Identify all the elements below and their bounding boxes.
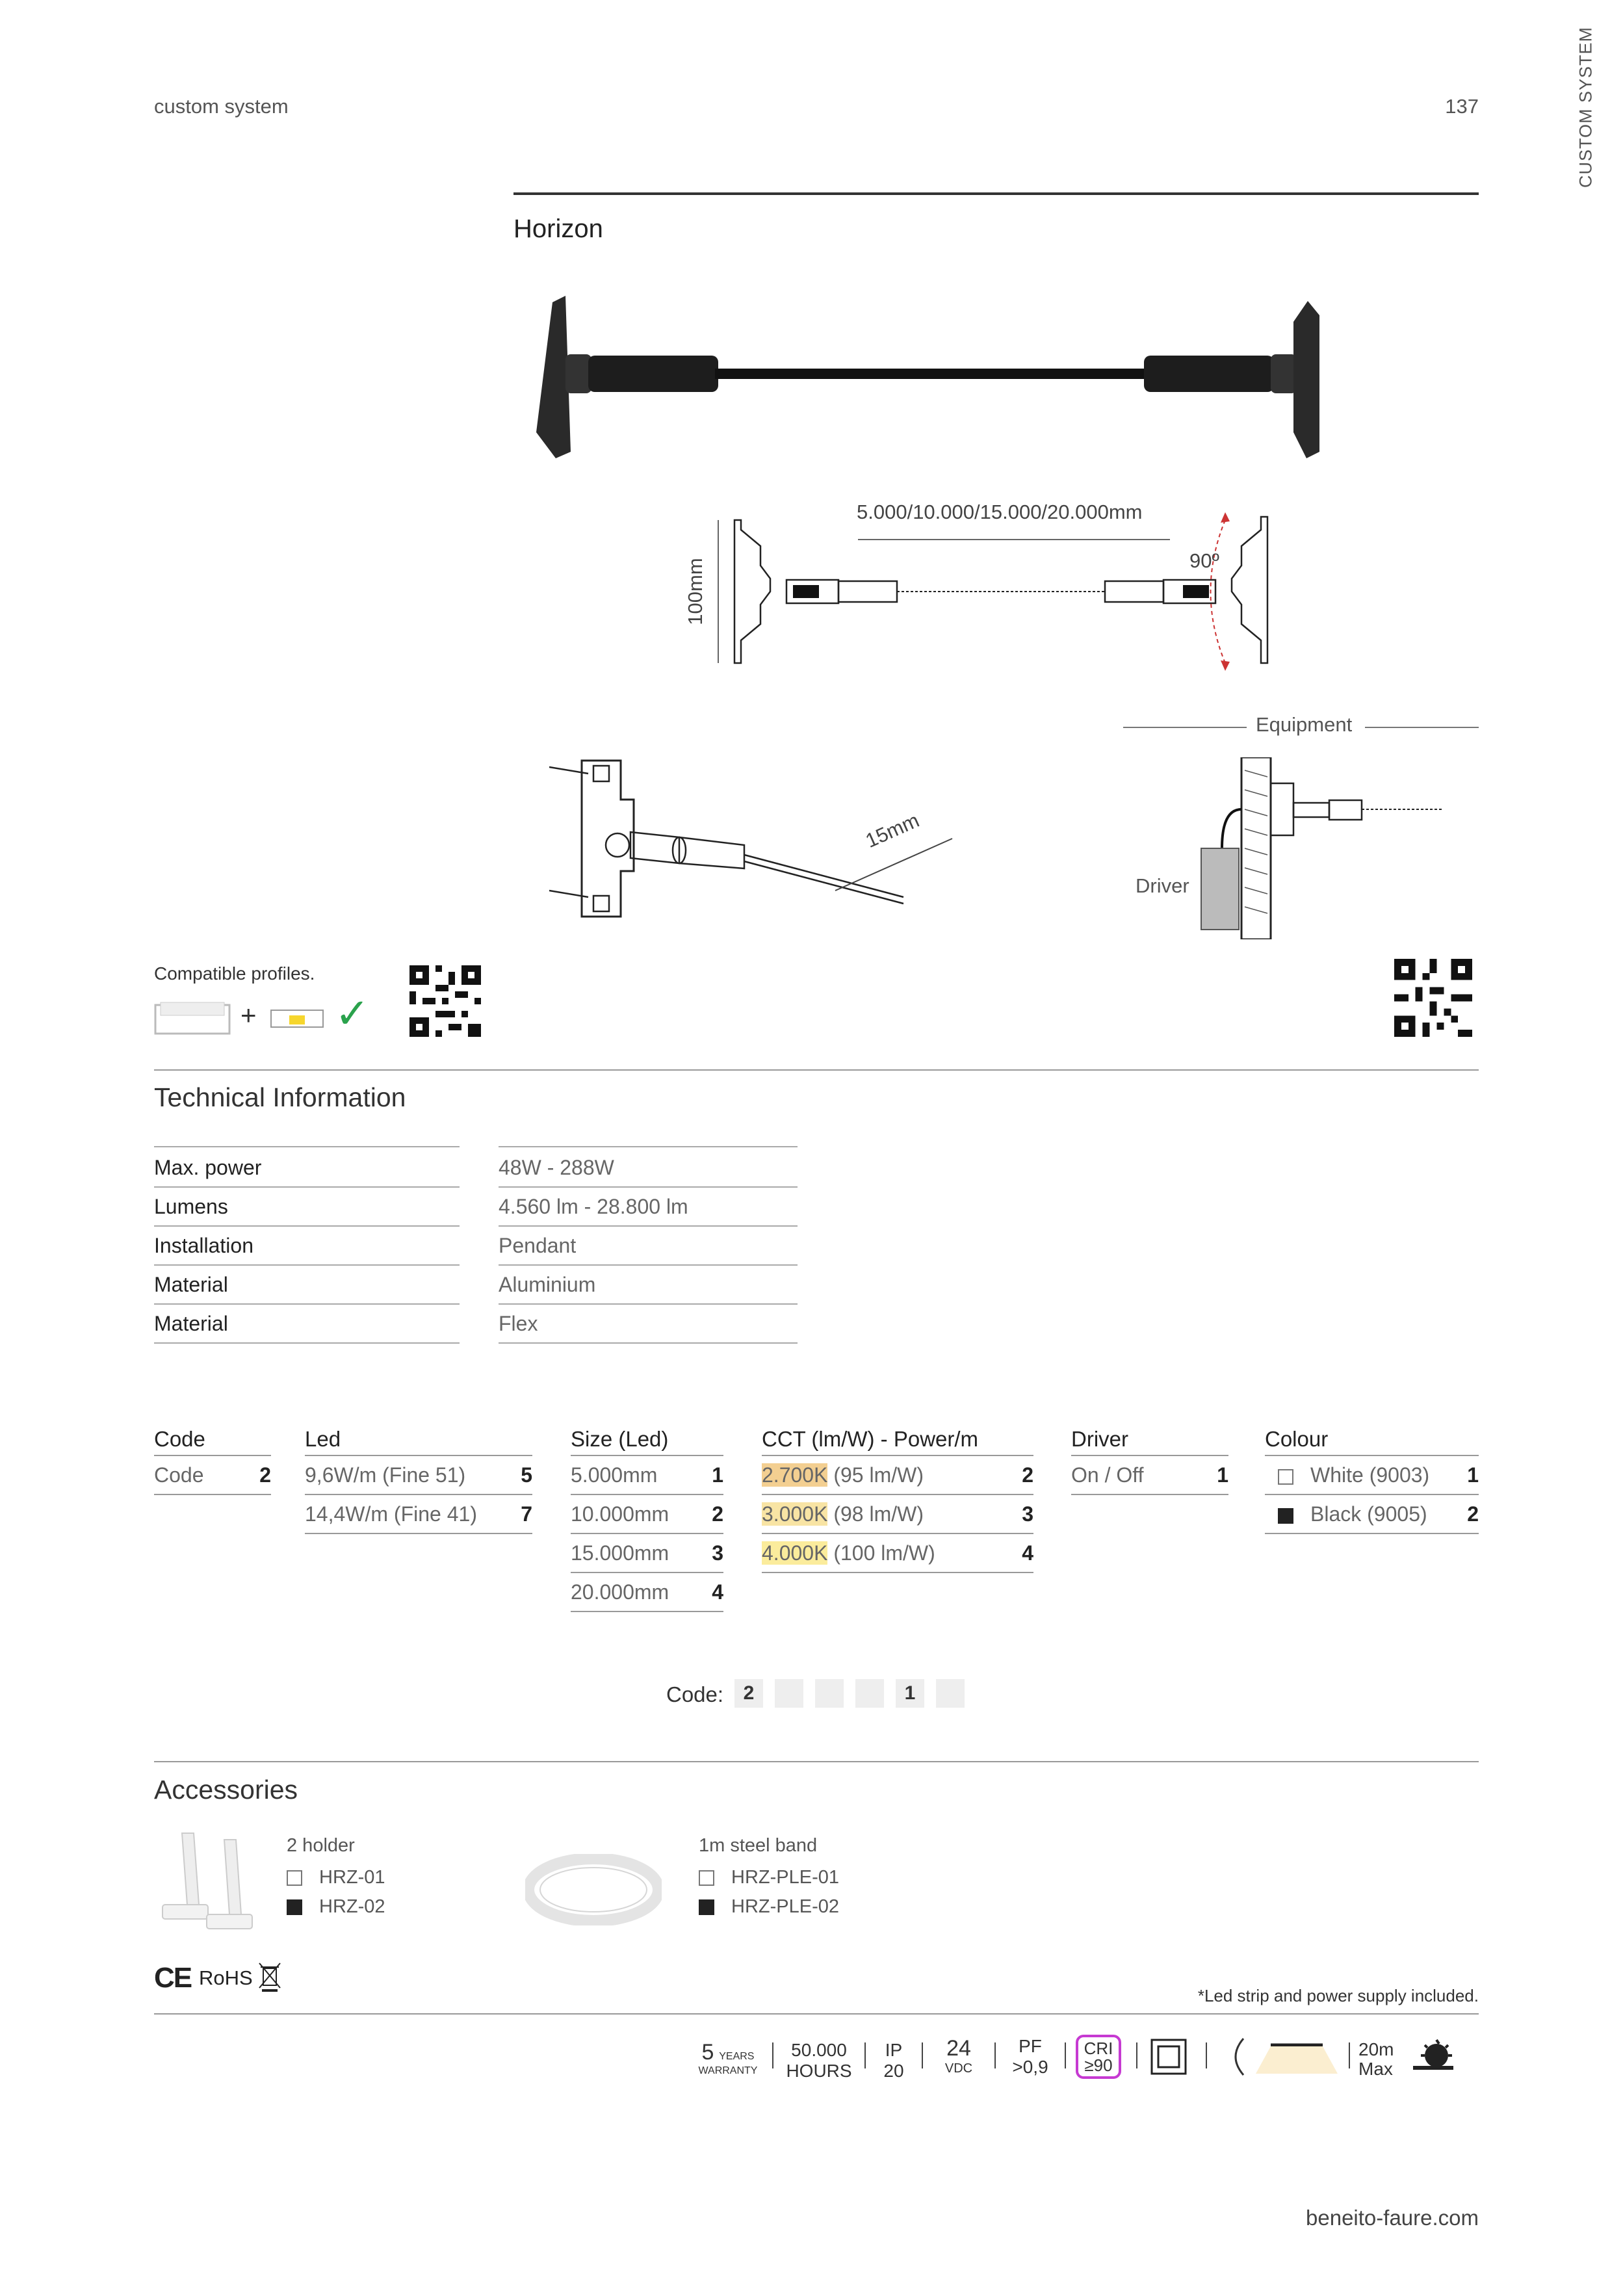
dimmable-icon [1225, 2036, 1249, 2078]
product-title: Horizon [513, 215, 603, 243]
saw-bar [1413, 2066, 1453, 2070]
config-cell-label: Black (9005) [1310, 1502, 1427, 1526]
config-cell-num: 1 [712, 1463, 723, 1487]
led-strip-icon [270, 1008, 324, 1030]
hours-label: HOURS [786, 2061, 852, 2081]
config-cell[interactable] [762, 1456, 1033, 1495]
ip-label: IP [885, 2040, 903, 2060]
right-clip [1105, 581, 1163, 602]
config-cell-label: On / Off [1071, 1463, 1144, 1487]
left-bracket [734, 520, 770, 663]
light-beam-icon [1254, 2042, 1339, 2075]
vdc-label: VDC [944, 2061, 973, 2076]
steel-band-image [525, 1854, 662, 1925]
tech-label: Lumens [154, 1188, 460, 1227]
holder-arm-right [224, 1840, 241, 1914]
band-name: 1m steel band [699, 1835, 818, 1856]
code-builder-label: Code: [666, 1682, 724, 1706]
accessory-option[interactable] [287, 1896, 385, 1918]
config-cell[interactable] [305, 1495, 532, 1534]
accessory-option[interactable] [699, 1896, 839, 1918]
technical-title: Technical Information [154, 1082, 406, 1112]
icon-separator [1065, 2042, 1066, 2068]
included-note: *Led strip and power supply included. [1197, 1986, 1479, 2005]
config-cell[interactable] [154, 1456, 271, 1495]
config-cell-num: 5 [521, 1463, 532, 1487]
accessories-title: Accessories [154, 1775, 298, 1805]
vdc-num: 24 [946, 2036, 971, 2061]
website[interactable]: beneito-faure.com [1306, 2206, 1479, 2230]
class-inner [1158, 2046, 1179, 2067]
tech-value: 4.560 lm - 28.800 lm [499, 1188, 798, 1227]
plug [1293, 803, 1329, 817]
plug-clip [1329, 800, 1362, 820]
accessory-option-label: HRZ-01 [319, 1867, 385, 1888]
config-cell-label: (98 lm/W) [827, 1502, 924, 1526]
ceiling-mount [1271, 783, 1293, 835]
led-chip [289, 1015, 305, 1024]
icon-separator [1136, 2042, 1137, 2068]
compatible-label: Compatible profiles. [154, 963, 315, 984]
checked-box-icon [287, 1899, 302, 1915]
dimension-drawing [676, 501, 1319, 683]
ce-mark: CE [154, 1962, 192, 1994]
ip-icon [874, 2040, 913, 2081]
accessory-option[interactable] [699, 1867, 839, 1888]
qr-code-left[interactable] [409, 965, 481, 1037]
code-box[interactable] [775, 1679, 803, 1708]
ip-value: 20 [883, 2061, 904, 2081]
hours-num: 50.000 [791, 2040, 847, 2060]
saw-blade [1425, 2044, 1448, 2067]
plus-sign: + [240, 1000, 257, 1030]
dimmable-arc [1236, 2039, 1243, 2075]
vdc-icon [933, 2036, 985, 2076]
config-cell[interactable] [762, 1534, 1033, 1573]
left-plug-core [793, 585, 819, 598]
icon-separator [1349, 2042, 1350, 2068]
code-box[interactable] [855, 1679, 884, 1708]
config-cell-label: White (9003) [1310, 1463, 1430, 1487]
unchecked-box-icon [287, 1870, 302, 1886]
tech-top-rule-left [154, 1146, 460, 1147]
weee-bin-icon [257, 1962, 283, 1993]
cri-label: CRI [1084, 2039, 1113, 2058]
holder-base-left [162, 1905, 208, 1919]
cct-value-highlight: 2.700K [762, 1463, 828, 1487]
black-swatch-icon [1278, 1508, 1293, 1524]
hours-icon [783, 2040, 855, 2081]
config-cell-label: 9,6W/m (Fine 51) [305, 1463, 466, 1487]
class-ii-icon [1150, 2039, 1187, 2075]
ceiling-hatch [1245, 770, 1267, 913]
tech-value: Flex [499, 1305, 798, 1344]
angle-label: 90º [1189, 549, 1219, 572]
right-joint [1271, 354, 1297, 393]
length-label: 5.000/10.000/15.000/20.000mm [857, 501, 1143, 523]
config-cell-num: 4 [712, 1580, 723, 1604]
code-box[interactable]: 1 [896, 1679, 924, 1708]
pf-label: PF [1019, 2036, 1042, 2056]
tech-label: Max. power [154, 1149, 460, 1188]
holder-name: 2 holder [287, 1835, 355, 1856]
config-cell[interactable] [1071, 1456, 1228, 1495]
saw-cut-icon [1410, 2036, 1456, 2078]
title-rule [513, 192, 1479, 195]
config-cell-label: 14,4W/m (Fine 41) [305, 1502, 477, 1526]
page-number: 137 [1445, 95, 1479, 118]
right-plug-core [1183, 585, 1209, 598]
config-head-led: Led [305, 1424, 532, 1456]
tech-label: Material [154, 1266, 460, 1305]
code-box[interactable]: 2 [734, 1679, 763, 1708]
left-connector [588, 356, 718, 392]
driver-box [1201, 848, 1239, 930]
code-box[interactable] [936, 1679, 965, 1708]
section-name: custom system [154, 95, 289, 118]
config-cell[interactable] [571, 1456, 723, 1495]
rod [715, 369, 1144, 379]
config-cell[interactable] [571, 1534, 723, 1573]
rohs-mark: RoHS [199, 1966, 253, 1989]
check-icon: ✓ [335, 990, 370, 1037]
icon-separator [1206, 2042, 1207, 2068]
cable-label: 15mm [862, 809, 923, 853]
icon-separator [864, 2042, 866, 2068]
config-cell-num: 3 [1022, 1502, 1033, 1526]
right-bracket [1232, 517, 1267, 663]
cable-wire-top [744, 855, 903, 897]
config-cell-num: 2 [1022, 1463, 1033, 1487]
connector-screw [606, 833, 629, 857]
white-swatch-icon [1278, 1469, 1293, 1485]
holder-base-right [207, 1914, 252, 1929]
connector-slot-top [593, 766, 609, 781]
equipment-label: Equipment [1256, 713, 1353, 736]
cct-value-highlight: 3.000K [762, 1502, 828, 1526]
right-mount [1293, 301, 1319, 458]
icon-separator [994, 2042, 996, 2068]
rotation-arc [1211, 520, 1226, 663]
equipment-rule-left [1123, 727, 1247, 728]
config-cell-num: 4 [1022, 1541, 1033, 1565]
config-cell-num: 2 [712, 1502, 723, 1526]
tech-value: 48W - 288W [499, 1149, 798, 1188]
driver-drawing [1189, 757, 1475, 939]
driver-label: Driver [1136, 874, 1189, 897]
tech-value: Aluminium [499, 1266, 798, 1305]
config-cell-label: 20.000mm [571, 1580, 669, 1604]
height-label-box [656, 558, 734, 625]
warranty-unit: YEARS [719, 2051, 755, 2062]
icon-separator [922, 2042, 923, 2068]
pf-icon [1004, 2036, 1056, 2078]
tech-value: Pendant [499, 1227, 798, 1266]
config-cell-label: (100 lm/W) [827, 1541, 935, 1565]
cct-value-highlight: 4.000K [762, 1541, 828, 1565]
connector-slot-bottom [593, 896, 609, 911]
config-cell[interactable] [571, 1495, 723, 1534]
cri-icon [1076, 2035, 1121, 2079]
icon-separator [772, 2042, 773, 2068]
driver-cable [1222, 809, 1241, 848]
cable-sheath [679, 837, 744, 868]
product-image [533, 296, 1482, 465]
warranty-num: 5 [701, 2040, 714, 2065]
checked-box-icon [699, 1899, 714, 1915]
max-length-icon [1358, 2040, 1404, 2079]
profile-diffuser [161, 1002, 224, 1015]
class-outer [1152, 2040, 1186, 2074]
max-length-value: 20m [1358, 2039, 1394, 2059]
bin-bar [262, 1989, 278, 1992]
section-rule [154, 1069, 1479, 1071]
config-cell-label: 10.000mm [571, 1502, 669, 1526]
config-head-cct: CCT (lm/W) - Power/m [762, 1424, 1033, 1456]
config-cell-num: 2 [1467, 1502, 1479, 1526]
config-cell[interactable] [762, 1495, 1033, 1534]
side-tab-label: CUSTOM SYSTEM [1576, 26, 1596, 189]
config-head-size: Size (Led) [571, 1424, 723, 1456]
arrow-up-icon [1221, 512, 1230, 523]
config-head-code: Code [154, 1424, 271, 1456]
accessory-option[interactable] [287, 1867, 385, 1888]
accessory-option-label: HRZ-PLE-02 [731, 1896, 839, 1917]
profile-icon [154, 1000, 232, 1036]
holder-image [156, 1827, 266, 1937]
tech-top-rule-right [499, 1146, 798, 1147]
height-label: 100mm [684, 558, 707, 625]
config-head-driver: Driver [1071, 1424, 1228, 1456]
arrow-down-icon [1221, 660, 1230, 671]
config-cell-label: 5.000mm [571, 1463, 658, 1487]
code-box[interactable] [815, 1679, 844, 1708]
steel-band-inner [540, 1868, 647, 1912]
config-cell-num: 1 [1467, 1463, 1479, 1487]
config-cell-label: Code [154, 1463, 204, 1487]
pf-value: >0,9 [1012, 2057, 1048, 2077]
config-cell-num: 2 [259, 1463, 271, 1487]
config-cell-num: 1 [1217, 1463, 1228, 1487]
cable-sleeve [630, 832, 679, 863]
cable-wire-bottom [744, 861, 903, 904]
right-connector [1144, 356, 1274, 392]
left-joint [565, 354, 591, 393]
cri-value: ≥90 [1084, 2055, 1113, 2075]
tech-label: Material [154, 1305, 460, 1344]
config-cell-num: 3 [712, 1541, 723, 1565]
accessory-option-label: HRZ-PLE-01 [731, 1867, 839, 1888]
side-tab [1572, 26, 1600, 189]
config-cell-label: 15.000mm [571, 1541, 669, 1565]
holder-arm-left [182, 1833, 199, 1905]
left-clip [838, 581, 897, 602]
config-cell[interactable] [1265, 1495, 1479, 1534]
config-head-colour: Colour [1265, 1424, 1479, 1456]
qr-code-right[interactable] [1394, 959, 1472, 1037]
config-cell[interactable] [305, 1456, 532, 1495]
section-rule [154, 1761, 1479, 1762]
cable-dimension-line [835, 839, 952, 891]
config-cell[interactable] [1265, 1456, 1479, 1495]
tech-label: Installation [154, 1227, 460, 1266]
config-cell[interactable] [571, 1573, 723, 1612]
warranty-icon [692, 2040, 764, 2077]
beam-light [1256, 2046, 1338, 2074]
equipment-rule-right [1365, 727, 1479, 728]
warranty-label: WARRANTY [698, 2065, 758, 2076]
config-cell-num: 7 [521, 1502, 532, 1526]
section-rule [154, 2013, 1479, 2015]
max-length-label: Max [1358, 2059, 1393, 2079]
accessory-option-label: HRZ-02 [319, 1896, 385, 1917]
unchecked-box-icon [699, 1870, 714, 1886]
config-cell-label: (95 lm/W) [827, 1463, 924, 1487]
